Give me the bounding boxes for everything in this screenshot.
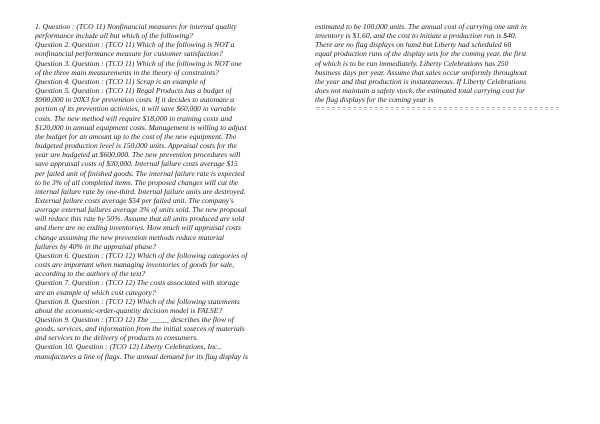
text-line: change assuming the new prevention methods reduce material <box>35 232 225 242</box>
text-line: External failure costs average $54 per failed unit. The company's <box>35 195 234 205</box>
text-line: $120,000 in annual equipment costs. Management is willing to adjust <box>35 122 247 132</box>
text-line: about the economic-order-quantity decision model is FALSE? <box>35 305 223 315</box>
text-line: of the three main measurements in the theory of constraints? <box>35 67 219 77</box>
text-line: Question 5. Question : (TCO 11) Regal Products has a budget of <box>35 86 232 96</box>
text-line: are an example of which cost category? <box>35 287 156 297</box>
text-line: the year and that production is instantaneous. If Liberty Celebrations <box>315 76 527 86</box>
text-line: save appraisal costs of $30,000. Internal failure costs average $15 <box>35 159 238 169</box>
text-line: Question 7. Question : (TCO 12) The costs associated with storage <box>35 278 239 288</box>
text-line: portion of its prevention activities, it will save $60,000 in variable <box>35 104 236 114</box>
text-line: goods, services, and information from the initial sources of materials <box>35 324 245 334</box>
left-text-column <box>35 22 307 361</box>
text-line: Question 9. Question : (TCO 12) The _____ describes the flow of <box>35 315 234 324</box>
text-line: Question 3. Question : (TCO 11) Which of the following is NOT one <box>35 58 242 68</box>
text-line: and there are no ending inventories. How much will appraisal costs <box>35 223 241 233</box>
text-line: Question 4. Question : (TCO 11) Scrap is an example of <box>35 76 206 86</box>
text-line: average external failures average 3% of units sold. The new proposal <box>35 205 247 215</box>
text-line: performance include all but which of the following? <box>35 31 193 41</box>
text-line: estimated to be 100,000 units. The annual cost of carrying one unit in <box>315 22 527 31</box>
text-line: of which is to be run immediately. Liberty Celebrations has 250 <box>315 58 509 68</box>
separator-line: ============================================== <box>315 104 560 114</box>
text-line: year are budgeted at $600,000. The new prevention procedures will <box>35 150 241 160</box>
text-line: inventory is $1.60, and the cost to initiate a production run is $40. <box>315 31 517 41</box>
text-line: 1. Question : (TCO 11) Nonfinancial measures for internal quality <box>35 22 237 31</box>
text-line: and services to the delivery of products to consumers. <box>35 333 199 343</box>
text-line: according to the authors of the text? <box>35 269 146 279</box>
text-line: manufactures a line of flags. The annual demand for its flag display is <box>35 351 248 361</box>
text-line: the flag displays for the coming year is <box>315 95 434 105</box>
text-line: will reduce this rate by 50%. Assume that all units produced are sold <box>35 214 245 224</box>
text-line: costs are important when managing inventories of goods for sale, <box>35 260 235 270</box>
right-text-column <box>315 22 575 114</box>
text-line: does not maintain a safety stock, the estimated total carrying cost for <box>315 86 526 96</box>
text-line: Question 8. Question : (TCO 12) Which of the following statements <box>35 296 240 306</box>
text-line: failures by 40% in the appraisal phase? <box>35 241 157 251</box>
text-line: Question 10. Question : (TCO 12) Liberty Celebrations, Inc., <box>35 342 222 352</box>
text-line: to be 3% of all completed items. The proposed changes will cut the <box>35 177 239 187</box>
text-line: business days per year. Assume that sales occur uniformly throughout <box>315 67 527 77</box>
text-line: equal production runs of the display sets for the coming year, the first <box>315 49 527 59</box>
text-line: nonfinancial performance measure for customer satisfaction? <box>35 49 223 59</box>
text-line: per failed unit of finished goods. The internal failure rate is expected <box>35 168 245 178</box>
text-line: costs. The new method will require $18,000 in training costs and <box>35 113 232 123</box>
text-line: $900,000 in 20X3 for prevention costs. If it decides to automate a <box>35 95 235 105</box>
text-line: There are no flag displays on hand but Liberty had scheduled 60 <box>315 40 512 50</box>
text-line: Question 6. Question : (TCO 12) Which of the following categories of <box>35 250 248 260</box>
text-line: Question 2. Question : (TCO 11) Which of the following is NOT a <box>35 40 235 50</box>
text-line: the budget for an amount up to the cost of the new equipment. The <box>35 131 237 141</box>
text-line: internal failure rate by one-third. Internal failure units are destroyed. <box>35 186 246 196</box>
text-line: budgeted production level is 150,000 units. Appraisal costs for the <box>35 141 237 151</box>
